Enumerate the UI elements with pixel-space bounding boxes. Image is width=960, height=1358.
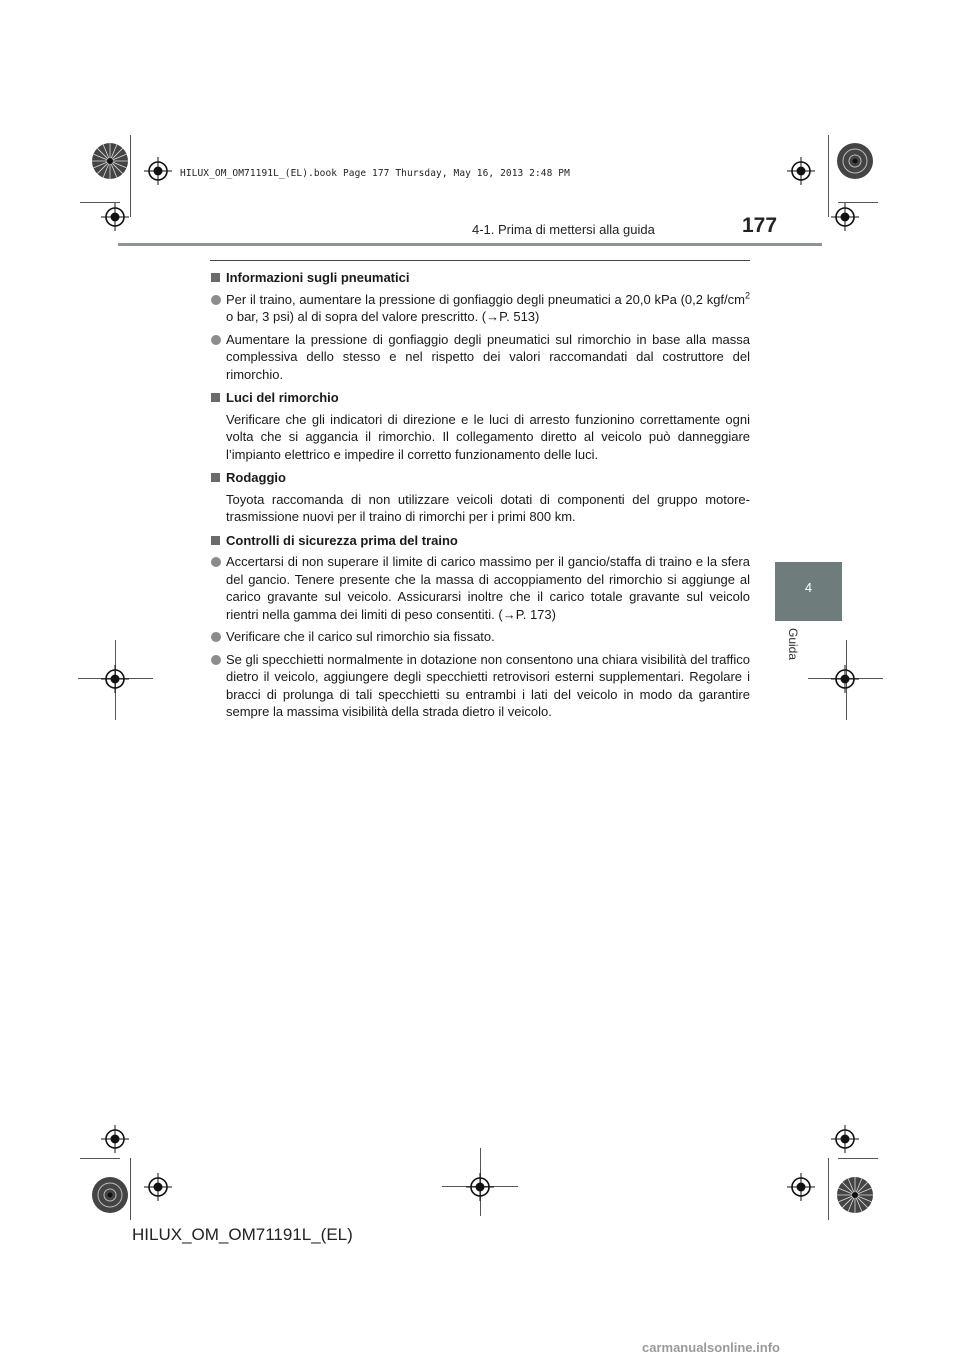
square-bullet-icon xyxy=(211,473,220,482)
list-item: Verificare che il carico sul rimorchio sia fissato. xyxy=(210,628,750,646)
registration-mark-icon xyxy=(831,1125,859,1153)
round-bullet-icon xyxy=(211,295,221,305)
paragraph: Toyota raccomanda di non utilizzare veicoli dotati di componenti del gruppo motore-trasmissione nuovi per il traino di rimorchi per i primi 800 km. xyxy=(226,491,750,524)
registration-mark-icon xyxy=(144,1173,172,1201)
round-bullet-icon xyxy=(211,557,221,567)
registration-mark-icon xyxy=(144,157,172,185)
registration-mark-icon xyxy=(101,203,129,231)
crop-line xyxy=(80,1158,120,1159)
registration-mark-icon xyxy=(787,157,815,185)
page-number: 177 xyxy=(742,214,778,237)
round-bullet-icon xyxy=(211,335,221,345)
crop-line xyxy=(828,1158,829,1220)
section-heading: Controlli di sicurezza prima del traino xyxy=(210,532,750,550)
square-bullet-icon xyxy=(211,536,220,545)
registration-mark-icon xyxy=(787,1173,815,1201)
header-rule xyxy=(118,243,822,246)
chapter-number: 4 xyxy=(804,580,813,595)
list-item: Aumentare la pressione di gonfiaggio degli pneumatici sul rimorchio in base alla massa complessiva dello stesso e nel rispetto dei valori raccomandati dal costruttore del rimorchio. xyxy=(210,331,750,384)
section-tires xyxy=(210,269,750,383)
registration-mark-icon xyxy=(831,665,859,693)
section-break-in xyxy=(210,469,750,526)
registration-mark-icon xyxy=(466,1173,494,1201)
print-info: HILUX_OM_OM71191L_(EL).book Page 177 Thursday, May 16, 2013 2:48 PM xyxy=(180,168,570,179)
page-reference-link[interactable]: →P. 513) xyxy=(486,309,540,324)
list-item: Accertarsi di non superare il limite di carico massimo per il gancio/staffa di traino e la sfera del gancio. Tenere presente che la massa di accoppiamento del rimorchio si aggiunge al carico gravante sul veicolo. Assicurarsi inoltre che il carico totale gravante sul veicolo rientri nella gamma dei limiti di peso consentiti. (→P. 173) xyxy=(210,553,750,623)
section-heading: Luci del rimorchio xyxy=(210,389,750,407)
registration-mark-icon xyxy=(101,665,129,693)
footer-document-code: HILUX_OM_OM71191L_(EL) xyxy=(132,1225,353,1244)
page-reference-link[interactable]: →P. 173) xyxy=(502,606,556,622)
square-bullet-icon xyxy=(211,393,220,402)
content xyxy=(210,269,750,727)
registration-mark-icon xyxy=(831,203,859,231)
chapter-label: Guida xyxy=(786,628,800,661)
starburst-target-icon xyxy=(836,142,874,180)
starburst-target-icon xyxy=(91,142,129,180)
list-item: Se gli specchietti normalmente in dotazione non consentono una chiara visibilità del traffico dietro il veicolo, aggiungere degli specchietti retrovisori esterni supplementari. Regolare i bracci di prolunga di tali specchietti su entrambi i lati del veicolo in modo da garantire sempre la massima visibilità della strada dietro il veicolo. xyxy=(210,651,750,721)
section-safety-checks xyxy=(210,532,750,721)
list-item: Per il traino, aumentare la pressione di gonfiaggio degli pneumatici a 20,0 kPa (0,2 kgf/$cm^2$ o bar, 3 psi) al di sopra del valore prescritto. (→P. 513) xyxy=(210,291,750,326)
watermark: carmanualsonline.info xyxy=(642,1340,780,1355)
crop-line xyxy=(130,135,131,217)
content-rule xyxy=(210,260,750,261)
square-bullet-icon xyxy=(211,273,220,282)
registration-mark-icon xyxy=(101,1125,129,1153)
paragraph: Verificare che gli indicatori di direzione e le luci di arresto funzionino correttamente ogni volta che si aggancia il rimorchio. Il collegamento diretto al veicolo può danneggiare l’impianto elettrico e impedire il corretto funzionamento delle luci. xyxy=(226,411,750,462)
section-trailer-lights xyxy=(210,389,750,463)
crop-line xyxy=(828,135,829,217)
section-title: 4-1. Prima di mettersi alla guida xyxy=(472,222,655,237)
section-heading: Rodaggio xyxy=(210,469,750,487)
starburst-target-icon xyxy=(91,1176,129,1214)
section-heading: Informazioni sugli pneumatici xyxy=(210,269,750,287)
crop-line xyxy=(130,1158,131,1220)
chapter-tab xyxy=(775,562,842,621)
starburst-target-icon xyxy=(836,1176,874,1214)
round-bullet-icon xyxy=(211,655,221,665)
round-bullet-icon xyxy=(211,632,221,642)
crop-line xyxy=(838,1158,878,1159)
